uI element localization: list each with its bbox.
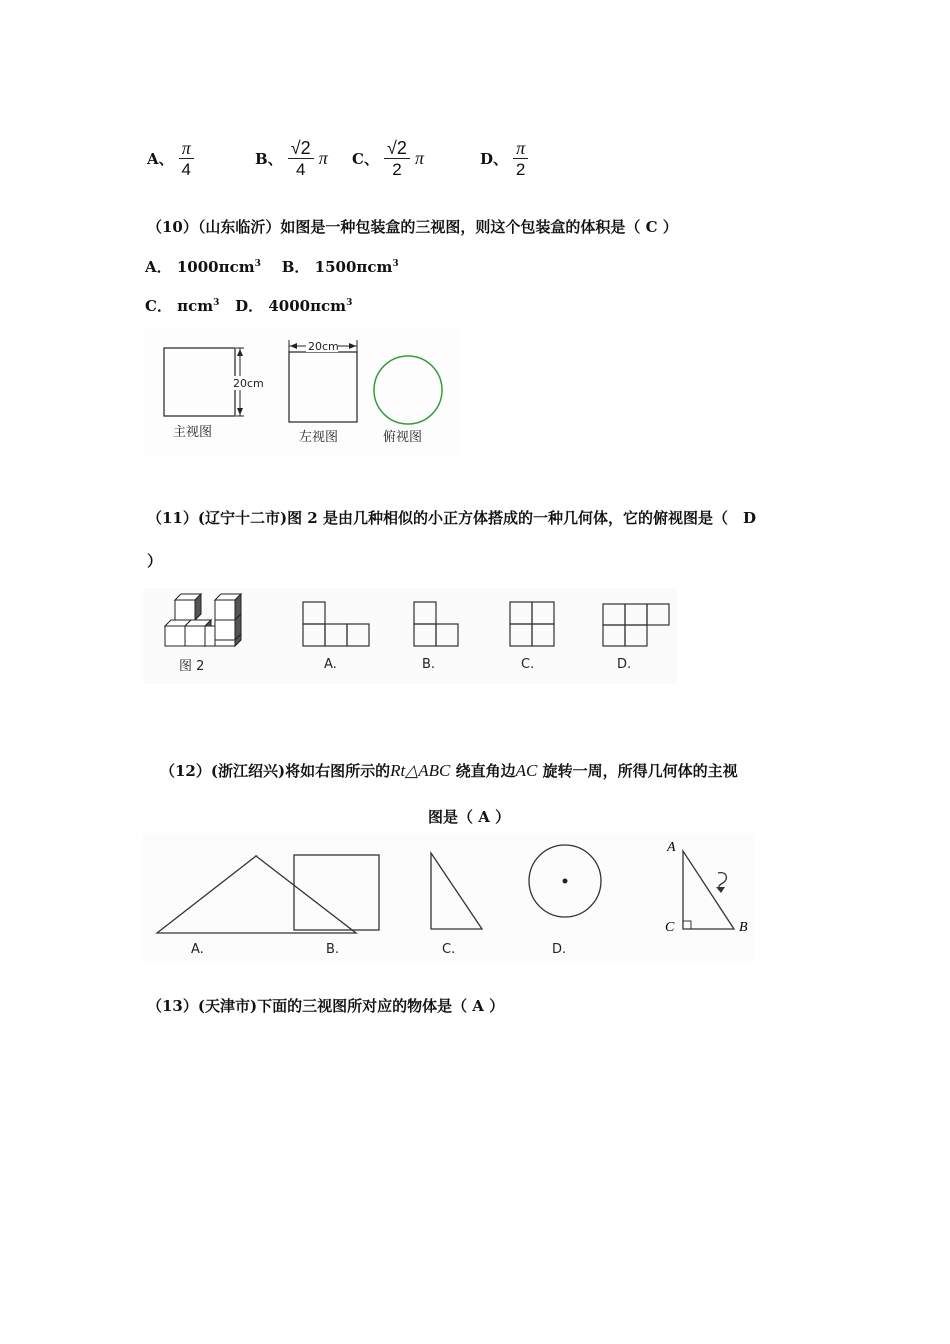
q12-option-b-label: B. [326,942,340,957]
q11-option-a-label: A. [324,657,337,672]
q12-option-c-label: C. [442,942,456,957]
q12-text-mid: 绕直角边 [455,762,516,780]
fraction [513,138,528,181]
q12-option-d-label: D. [552,942,567,957]
option-text: C． πcm [145,297,214,315]
denominator: 4 [295,160,306,179]
q9-option-c[interactable] [352,138,424,181]
superscript: 3 [213,298,220,308]
numerator: π [513,138,528,159]
q11-question-line2: ） [147,552,163,570]
denominator: 2 [392,160,402,179]
q12-text-pre: （12）(浙江绍兴)将如右图所示的 [160,762,391,780]
q11-option-d-label: D. [617,657,632,672]
side-ac: AC [515,761,538,780]
option-label: C、 [352,150,379,168]
option-text: D． 4000πcm [235,297,347,315]
q13-question: （13）(天津市)下面的三视图所对应的物体是（ A ） [147,997,505,1015]
q10-option-d[interactable] [235,297,352,315]
denominator: 2 [515,160,526,179]
q11-figure [143,588,677,684]
center-dot [563,879,568,884]
option-text: B． 1500πcm [281,258,393,276]
q12-text-post: 旋转一周，所得几何体的主视 [542,762,738,780]
q9-option-b[interactable] [255,138,328,181]
q10-options-row1 [145,256,399,277]
numerator: π [179,138,194,159]
figure-2-label: 图 2 [179,659,205,674]
q9-option-a[interactable] [147,138,194,181]
left-view-label: 左视图 [299,430,339,445]
height-dimension-label: 20cm [233,377,264,390]
q9-option-d[interactable] [480,138,528,181]
q10-option-c[interactable] [145,297,219,315]
front-view-label: 主视图 [173,425,213,440]
q12-figure [143,833,755,961]
fraction [288,138,314,181]
q11-option-b-label: B. [422,657,436,672]
vertex-a-label: A [667,840,676,855]
q10-options-row2 [145,295,352,316]
option-text: A． 1000πcm [145,258,255,276]
option-label: A、 [147,150,174,168]
option-label: B、 [255,150,283,168]
superscript: 3 [346,298,353,308]
pi-suffix: π [318,148,328,168]
vertex-b-label: B [739,920,748,935]
q10-three-view-figure [143,328,459,456]
numerator: √2 [288,138,314,159]
q10-option-b[interactable] [282,258,399,276]
q11-question-line1: （11）(辽宁十二市)图 2 是由几种相似的小正方体搭成的一种几何体，它的俯视图是（ D [147,509,756,527]
denominator: 4 [181,160,191,179]
q12-option-a-label: A. [191,942,204,957]
q12-question-line2: 图是（ A ） [428,808,511,826]
fraction [179,138,194,181]
q10-question: （10）（山东临沂）如图是一种包装盒的三视图，则这个包装盒的体积是（ C ） [147,218,678,236]
superscript: 3 [392,259,399,269]
numerator: √2 [384,138,410,159]
q12-question-line1 [160,760,738,781]
rt-triangle-abc: Rt△ABC [390,761,451,780]
q11-option-c-label: C. [521,657,535,672]
q10-option-a[interactable] [145,258,261,276]
superscript: 3 [254,259,261,269]
top-view-label: 俯视图 [383,430,423,445]
option-label: D、 [480,150,509,168]
vertex-c-label: C [665,920,675,935]
pi-suffix: π [415,148,425,168]
fraction [384,138,410,181]
width-dimension-label: 20cm [308,340,339,353]
